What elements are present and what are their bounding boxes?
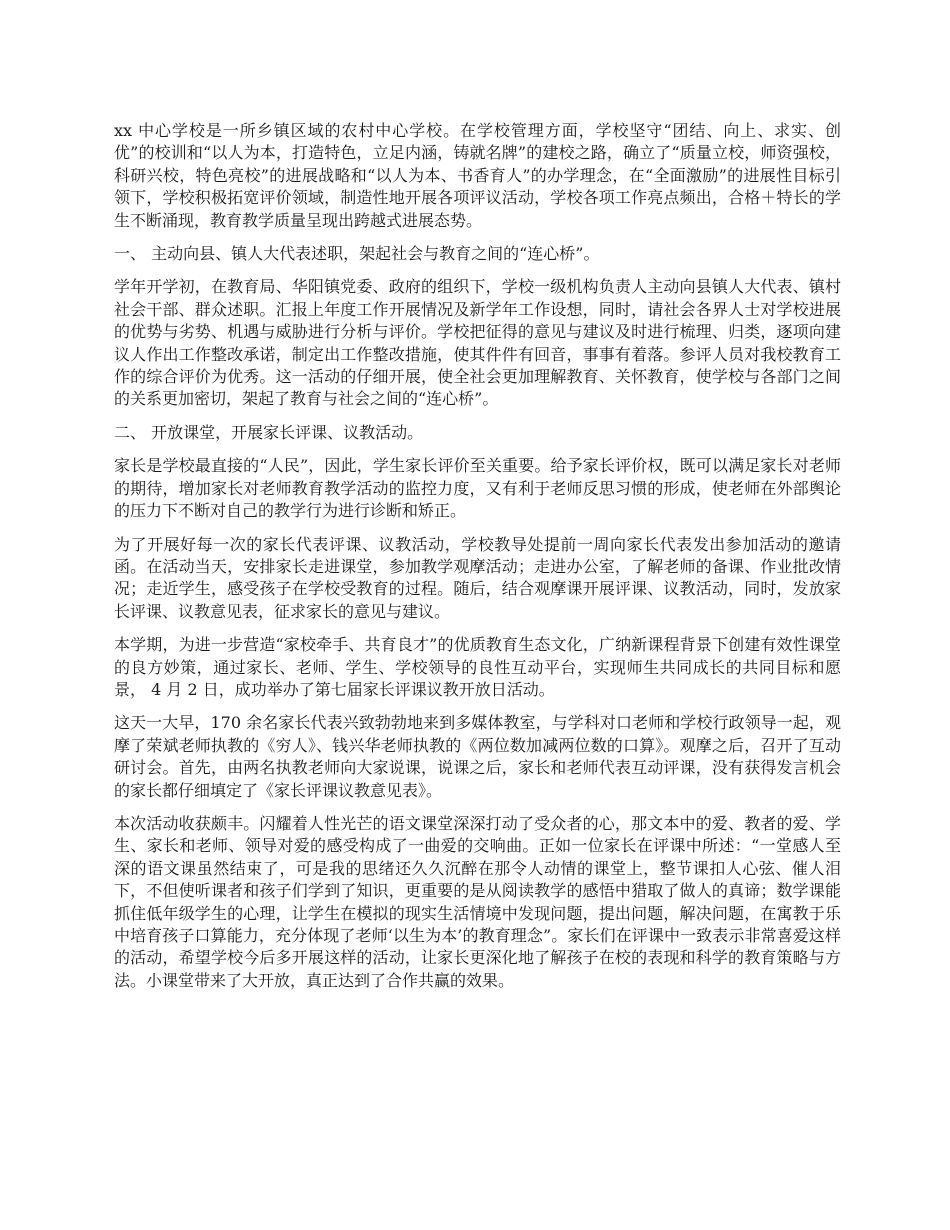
paragraph-observation: 这天一大早，170 余名家长代表兴致勃勃地来到多媒体教室，与学科对口老师和学校行政领导一起，观摩了荣斌老师执教的《穷人》、钱兴华老师执教的《两位数加减两位数的口算》。观摩之后，召开了互动研讨会。首先，由两名执教老师向大家说课，说课之后，家长和老师代表互动评课，没有获得发言机会的家长都仔细填定了《家长评课议教意见表》。 [114,713,841,800]
paragraph-outcome: 本次活动收获颇丰。闪耀着人性光芒的语文课堂深深打动了受众者的心，那文本中的爱、教者的爱、学生、家长和老师、领导对爱的感受构成了一曲爱的交响曲。正如一位家长在评课中所述：“一堂感人至深的语文课虽然结束了，可是我的思绪还久久沉醉在那令人动情的课堂上，整节课扣人心弦、催人泪下，不但使听课者和孩子们学到了知识，更重要的是从阅读教学的感悟中猎取了做人的真谛；数学课能抓住低年级学生的心理，让学生在模拟的现实生活情境中发现问题，提出问题，解决问题，在寓教于乐中培育孩子口算能力，充分体现了老师‘以生为本’的教育理念”。家长们在评课中一致表示非常喜爱这样的活动，希望学校今后多开展这样的活动，让家长更深化地了解孩子在校的表现和科学的教育策略与方法。小课堂带来了大开放，真正达到了合作共赢的效果。 [114,813,841,990]
section-heading-1: 一、 主动向县、镇人大代表述职，架起社会与教育之间的“连心桥”。 [114,244,600,264]
paragraph-activity-process: 为了开展好每一次的家长代表评课、议教活动，学校教导处提前一周向家长代表发出参加活动的邀请函。在活动当天，安排家长走进课堂，参加教学观摩活动；走进办公室，了解老师的备课、作业批改情况；走近学生，感受孩子在学校受教育的过程。随后，结合观摩课开展评课、议教活动，同时，发放家长评课、议教意见表，征求家长的意见与建议。 [114,534,841,621]
section-heading-2: 二、 开放课堂，开展家长评课、议教活动。 [114,422,424,442]
paragraph-open-day: 本学期，为进一步营造“家校牵手、共育良才”的优质教育生态文化，广纳新课程背景下创建有效性课堂的良方妙策，通过家长、老师、学生、学校领导的良性互动平台，实现师生共同成长的共同目标和愿景， 4 月 2 日，成功举办了第七届家长评课议教开放日活动。 [114,635,841,699]
paragraph-section-1: 学年开学初，在教育局、华阳镇党委、政府的组织下，学校一级机构负责人主动向县镇人大代表、镇村社会干部、群众述职。汇报上年度工作开展情况及新学年工作设想，同时，请社会各界人士对学校进展的优势与劣势、机遇与威胁进行分析与评价。学校把征得的意见与建议及时进行梳理、归类，逐项向建议人作出工作整改承诺，制定出工作整改措施，使其件件有回音，事事有着落。参评人员对我校教育工作的综合评价为优秀。这一活动的仔细开展，使全社会更加理解教育、关怀教育，使学校与各部门之间的关系更加密切，架起了教育与社会之间的“连心桥”。 [114,277,841,409]
paragraph-intro: xx 中心学校是一所乡镇区域的农村中心学校。在学校管理方面，学校坚守“团结、向上、求实、创优”的校训和“以人为本，打造特色，立足内涵，铸就名牌”的建校之路，确立了“质量立校，师资强校，科研兴校，特色亮校”的进展战略和“以人为本、书香育人”的办学理念，在“全面激励”的进展性目标引领下，学校积极拓宽评价领域，制造性地开展各项评议活动，学校各项工作亮点频出，合格＋特长的学生不断涌现，教育教学质量呈现出跨越式进展态势。 [114,121,841,230]
document-body [114,120,841,1003]
paragraph-parent-evaluation: 家长是学校最直接的“人民”，因此，学生家长评价至关重要。给予家长评价权，既可以满足家长对老师的期待，增加家长对老师教育教学活动的监控力度，又有利于老师反思习惯的形成，使老师在外部舆论的压力下不断对自己的教学行为进行诊断和矫正。 [114,456,841,521]
